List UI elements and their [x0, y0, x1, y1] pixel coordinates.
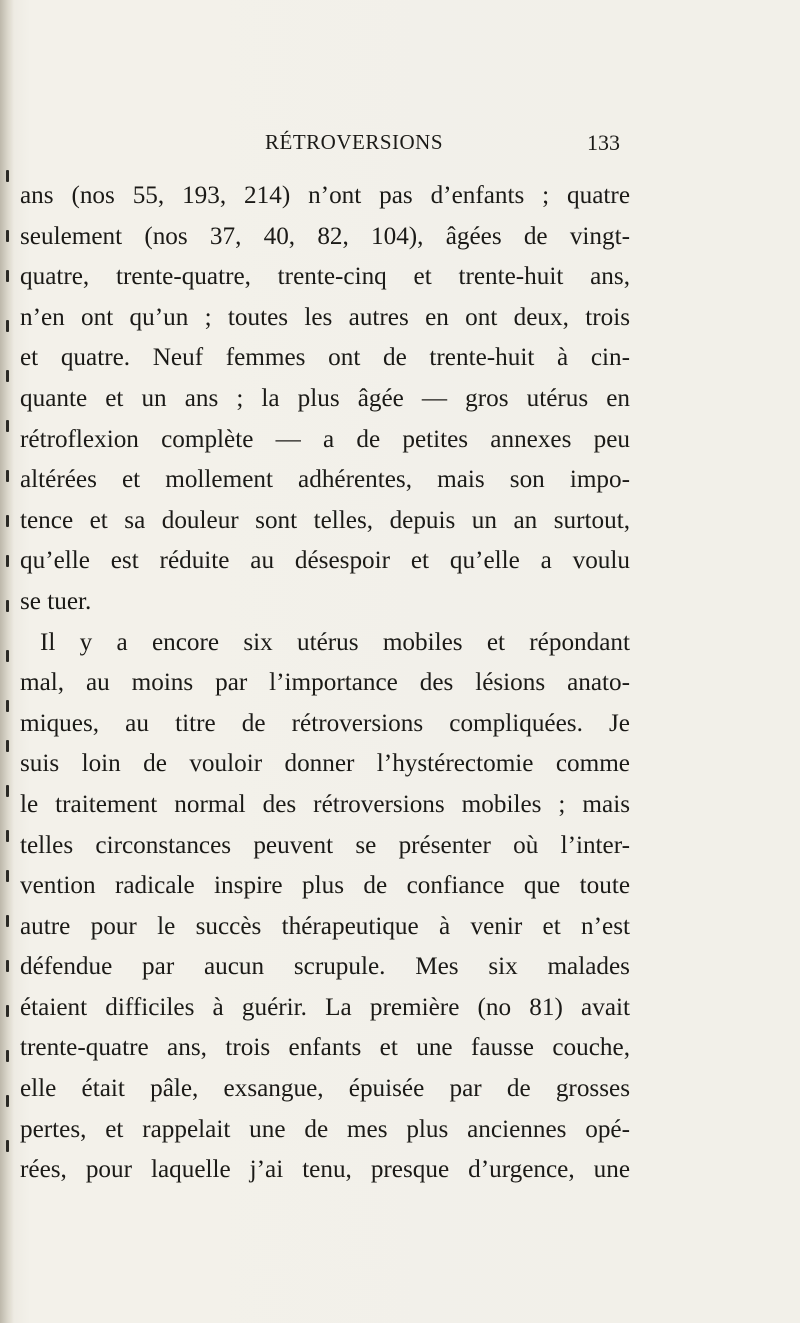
- text-line: miques, au titre de rétroversions compliquées. Je: [20, 709, 630, 737]
- text-line: autre pour le succès thérapeutique à venir et n’est: [20, 912, 630, 940]
- text-line: et quatre. Neuf femmes ont de trente-huit à cin-: [20, 344, 630, 372]
- binding-stitch: [6, 870, 9, 882]
- text-line: n’en ont qu’un ; toutes les autres en ont deux, trois: [20, 303, 630, 331]
- body-text: [20, 176, 630, 1191]
- text-line: rées, pour laquelle j’ai tenu, presque d’urgence, une: [20, 1156, 630, 1184]
- text-line: tence et sa douleur sont telles, depuis un an surtout,: [20, 506, 630, 534]
- text-line: ans (nos 55, 193, 214) n’ont pas d’enfants ; quatre: [20, 182, 630, 209]
- text-line: Il y a encore six utérus mobiles et répondant: [40, 628, 630, 656]
- text-line: mal, au moins par l’importance des lésions anato-: [20, 669, 630, 697]
- text-line: qu’elle est réduite au désespoir et qu’elle a voulu: [20, 547, 630, 575]
- binding-stitch-marks: [6, 170, 10, 1160]
- binding-stitch: [6, 915, 9, 927]
- binding-stitch: [6, 230, 9, 242]
- binding-stitch: [6, 830, 9, 842]
- text-line: telles circonstances peuvent se présenter où l’inter-: [20, 831, 630, 859]
- text-line: vention radicale inspire plus de confiance que toute: [20, 872, 630, 900]
- binding-stitch: [6, 270, 9, 282]
- text-line: se tuer.: [20, 587, 92, 615]
- binding-stitch: [6, 600, 9, 612]
- running-title: RÉTROVERSIONS: [265, 130, 444, 154]
- binding-stitch: [6, 700, 9, 712]
- binding-stitch: [6, 555, 9, 567]
- binding-stitch: [6, 1095, 9, 1107]
- page-number: 133: [587, 130, 620, 155]
- page-header: [40, 130, 620, 160]
- binding-stitch: [6, 785, 9, 797]
- text-line: rétroflexion complète — a de petites annexes peu: [20, 425, 630, 453]
- text-line: défendue par aucun scrupule. Mes six malades: [20, 953, 630, 981]
- text-line: quatre, trente-quatre, trente-cinq et trente-huit ans,: [20, 263, 630, 291]
- binding-stitch: [6, 1140, 9, 1152]
- text-line: pertes, et rappelait une de mes plus anciennes opé-: [20, 1115, 630, 1143]
- text-line: le traitement normal des rétroversions mobiles ; mais: [20, 790, 630, 818]
- binding-stitch: [6, 1005, 9, 1017]
- binding-stitch: [6, 470, 9, 482]
- text-line: seulement (nos 37, 40, 82, 104), âgées de vingt-: [20, 222, 630, 250]
- page-binding-edge: [0, 0, 14, 1323]
- binding-stitch: [6, 1050, 9, 1062]
- binding-stitch: [6, 370, 9, 382]
- binding-stitch: [6, 420, 9, 432]
- text-line: suis loin de vouloir donner l’hystérectomie comme: [20, 750, 630, 778]
- binding-stitch: [6, 740, 9, 752]
- text-line: elle était pâle, exsangue, épuisée par de grosses: [20, 1075, 630, 1103]
- binding-stitch: [6, 515, 9, 527]
- binding-stitch: [6, 960, 9, 972]
- text-line: trente-quatre ans, trois enfants et une fausse couche,: [20, 1034, 630, 1062]
- binding-stitch: [6, 650, 9, 662]
- text-line: étaient difficiles à guérir. La première (no 81) avait: [20, 993, 630, 1021]
- binding-stitch: [6, 170, 9, 182]
- text-line: quante et un ans ; la plus âgée — gros utérus en: [20, 384, 630, 412]
- binding-stitch: [6, 320, 9, 332]
- text-line: altérées et mollement adhérentes, mais son impo-: [20, 466, 630, 494]
